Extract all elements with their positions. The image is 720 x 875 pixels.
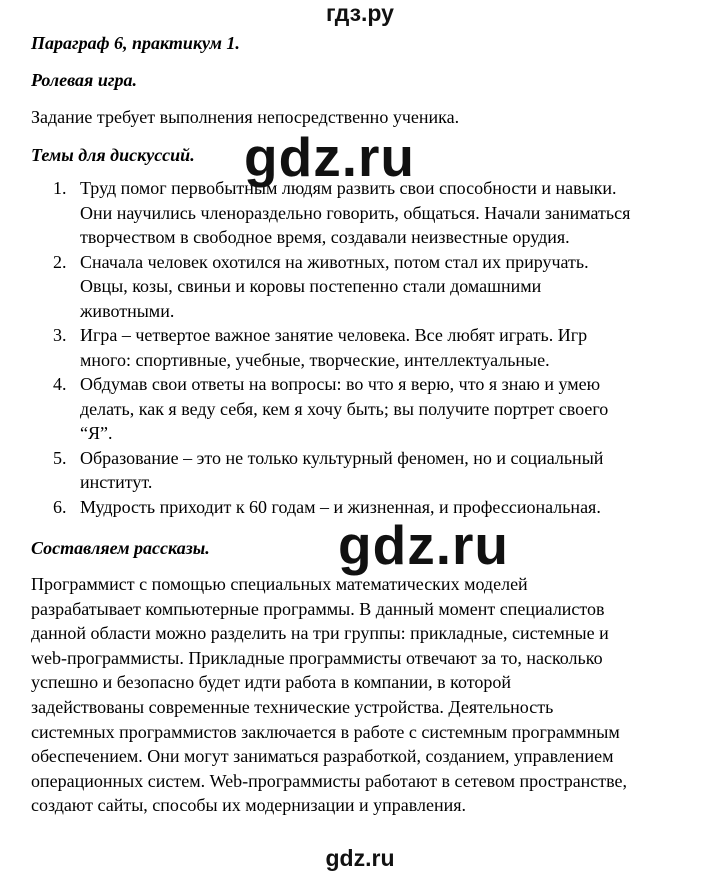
role-game-heading: Ролевая игра. xyxy=(31,70,137,90)
list-item-text: Образование – это не только культурный феномен, но и социальный институт. xyxy=(80,447,604,492)
list-item xyxy=(31,323,691,372)
page-title: Параграф 6, практикум 1. xyxy=(31,33,240,53)
discussion-topics-list xyxy=(31,176,691,519)
list-item-text: Мудрость приходит к 60 годам – и жизненная, и профессиональная. xyxy=(80,496,601,517)
list-item xyxy=(31,250,691,324)
list-item-number: 3. xyxy=(53,325,67,345)
story-paragraph: Программист с помощью специальных математических моделей разрабатывает компьютерные программы. В данный момент специалистов данной области можно разделить на три группы: прикладные, системные и web-программисты. Прикладные программисты отвечают за то, насколько успешно и безопасно будет идти работа в компании, в которой задействованы современные технические устройства. Деятельность системных программистов заключается в работе с системным программным обеспечением. Они могут заниматься разработкой, созданием, управлением операционных систем. Web-программисты работают в сетевом пространстве, создают сайты, способы их модернизации и управления. xyxy=(31,574,628,816)
site-footer-label: gdz.ru xyxy=(325,845,395,871)
list-item-number: 1. xyxy=(53,178,67,198)
list-item-text: Сначала человек охотился на животных, потом стал их приручать. Овцы, козы, свиньи и коровы постепенно стали домашними животными. xyxy=(80,251,589,321)
watermark-logo: gdz.ru xyxy=(338,514,509,576)
stories-heading: Составляем рассказы. xyxy=(31,538,210,558)
list-item-number: 2. xyxy=(53,251,67,272)
site-header-label: гдз.ру xyxy=(326,0,394,26)
list-item-number: 4. xyxy=(53,374,67,394)
role-game-text: Задание требует выполнения непосредственно ученика. xyxy=(31,107,460,127)
discussion-topics-heading: Темы для дискуссий. xyxy=(31,145,195,165)
list-item xyxy=(31,372,691,446)
list-item-number: 5. xyxy=(53,447,67,468)
list-item-number: 6. xyxy=(53,496,67,517)
list-item xyxy=(31,446,691,495)
list-item-text: Обдумав свои ответы на вопросы: во что я верю, что я знаю и умею делать, как я веду себя, кем я хочу быть; вы получите портрет своего “Я”. xyxy=(80,374,609,443)
list-item-text: Игра – четвертое важное занятие человека. Все любят играть. Игр много: спортивные, учебные, творческие, интеллектуальные. xyxy=(80,325,588,370)
watermark-logo: gdz.ru xyxy=(244,126,415,188)
list-item-text: Труд помог первобытным людям развить свои способности и навыки. Они научились членораздельно говорить, общаться. Начали заниматься творчеством в свободное время, создавали неизвестные орудия. xyxy=(80,178,631,247)
